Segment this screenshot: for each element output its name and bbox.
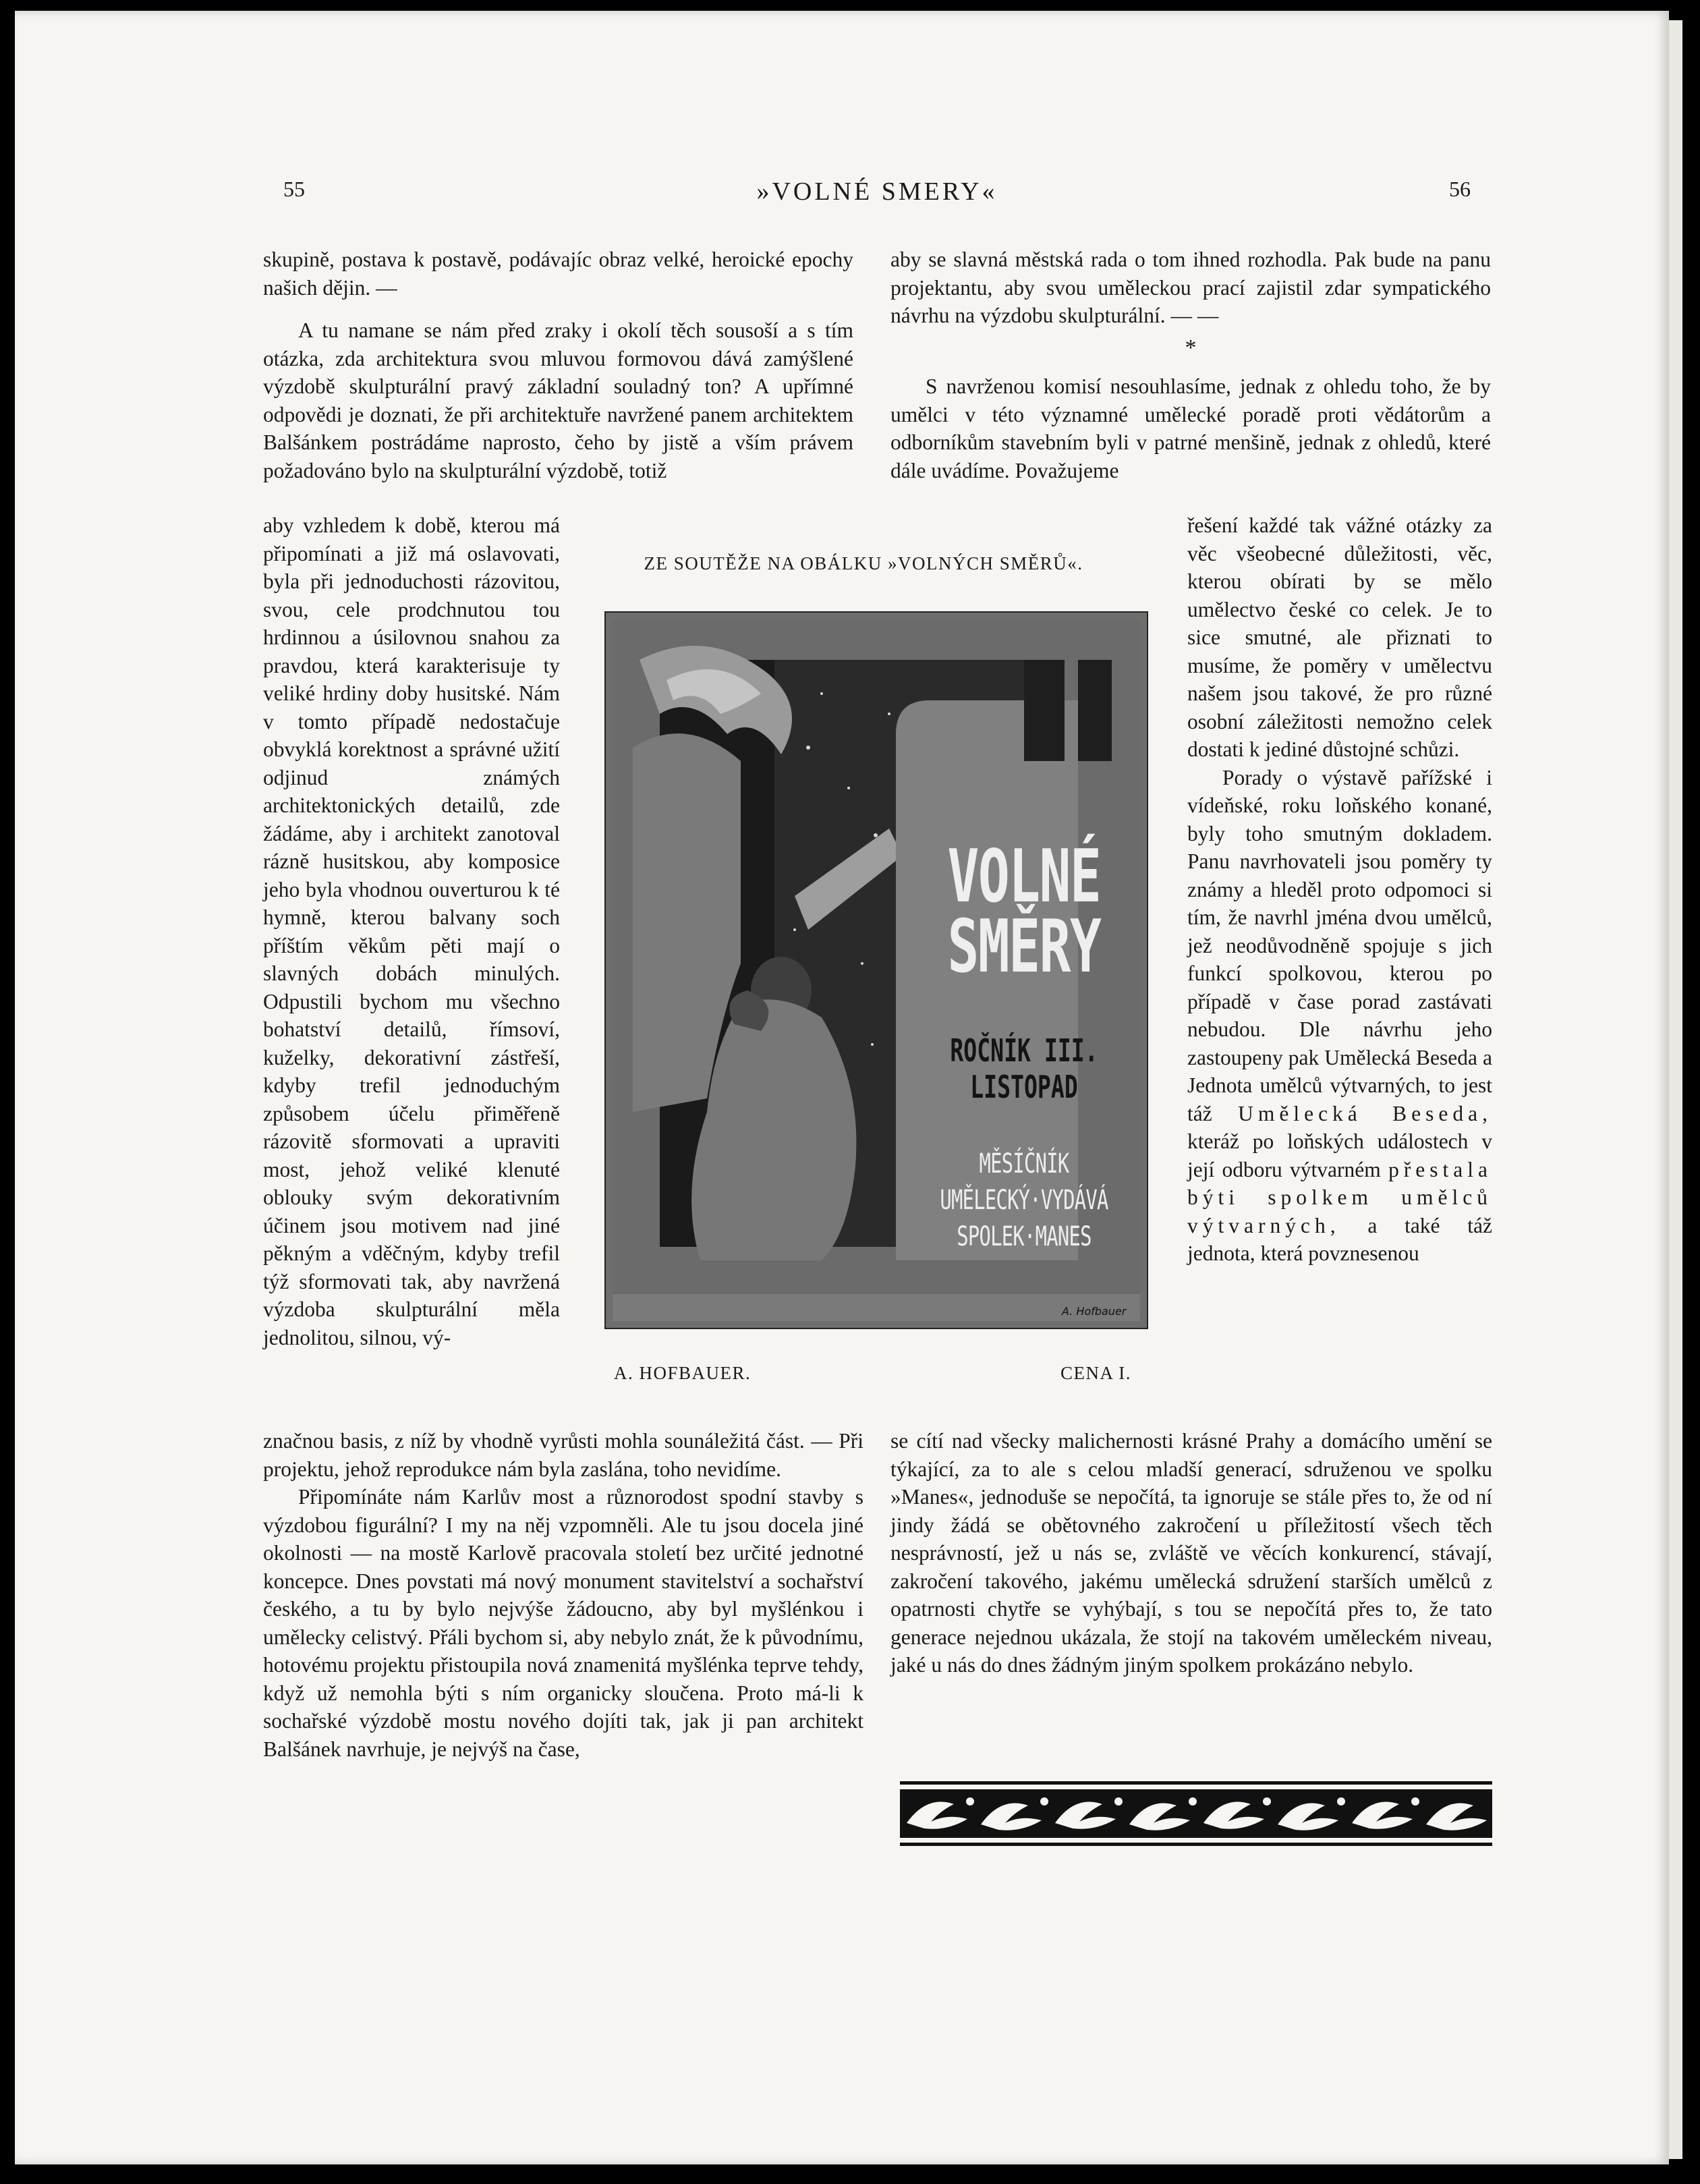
spaced-emphasis: přestala býti spolkem umělců výtvarných, <box>1187 1157 1493 1237</box>
running-header <box>283 177 1471 211</box>
section-separator: * <box>1185 335 1197 360</box>
cover-title-line: SMĚRY <box>947 905 1101 989</box>
right-column-bottom <box>890 1427 1492 1679</box>
paragraph: aby se slavná městská rada o tom ihned rozhodla. Pak bude na panu projektantu, aby svou uměleckou prací zajistil zdar sympatického návrhu na výzdobu skulpturální. — — <box>890 248 1491 327</box>
text-run: Porady o výstavě pařížské i vídeňské, roku loňského konané, byly toho smutným dokladem. Panu navrhovateli jsou poměry ty známy a hleděl proto odpomoci si tím, že navrhl jména dvou umělců, jež neodůvodněně spojuje s jich funkcí spolkovou, kterou po případě v čase porad zastávati nebudou. Dle návrhu jeho zastoupeny pak Umělecká Beseda a Jednota umělců výtvarných, to jest táž <box>1187 765 1492 1125</box>
right-column-narrow <box>1187 511 1492 1268</box>
cover-title <box>936 835 1111 989</box>
page-number-right: 56 <box>1449 177 1471 201</box>
decorative-ornament-band <box>900 1781 1492 1846</box>
paragraph: S navrženou komisí nesouhlasíme, jednak z ohledu toho, že by umělci v této významné umělecké poradě proti vědátorům a odborníkům stavebním byli v patrné menšině, jednak z ohledů, které dále uvádíme. Považujeme <box>890 374 1491 482</box>
paragraph: řešení každé tak vážné otázky za věc všeobecné důležitosti, věc, kterou obírati by se mělo umělectvo české co celek. Je to sice smutné, ale přiznati to musíme, že poměry v umělectvu našem jsou takové, že pro různé osobní záležitosti nemožno celek dostati k jediné důstojné schůzi. <box>1187 513 1492 761</box>
paragraph: Připomínáte nám Karlův most a různorodost spodní stavby s výzdobou figurální? I my na něj vzpomněli. Ale tu jsou docela jiné okolnosti — na mostě Karlově pracovala století bez určité jednotné koncepce. Dnes povstati má nový monument stavitelství a sochařství českého, a tu by bylo nejvýše žádoucno, aby byl myšlénkou i umělecky celistvý. Přáli bychom si, aby nebylo znát, že k původnímu, hotovému projektu přistoupila nová znamenitá myšlénka teprve tehdy, když už nemohla býti s ním organicky sloučena. Proto má-li k sochařské výzdobě mostu nového dojíti tak, jak ji pan architekt Balšánek navrhuje, je nejvýš na čase, <box>263 1485 863 1761</box>
left-column-bottom <box>263 1427 863 1763</box>
paragraph <box>1187 764 1492 1268</box>
text-run: a také táž jednota, která povznesenou <box>1187 1213 1492 1265</box>
cover-subtitle-line: UMĚLECKÝ·VYDÁVÁ <box>940 1185 1108 1216</box>
running-title: »VOLNÉ SMERY« <box>756 177 998 206</box>
spaced-emphasis: Umělecká Beseda, <box>1238 1101 1493 1125</box>
text-run: kteráž po loňských událostech v její odboru výtvarném <box>1187 1129 1492 1181</box>
left-column-top <box>263 246 853 484</box>
paragraph: aby vzhledem k době, kterou má připomínati a již má oslavovati, byla při jednoduchosti rázovitou, svou, cele prodchnutou tou hrdinnou a úsilovnou snahou za pravdou, která karakterisuje ty veliké hrdiny doby husitské. Nám v tomto případě nedostačuje obvyklá korektnost a správné užití odjinud známých architektonických detailů, zde žádáme, aby i architekt zanotoval rázně husitskou, aby komposice jeho byla vhodnou ouverturou k té hymně, kterou balvany soch příštím věkům pěti mají o slavných dobách minulých. Odpustili bychom mu všechno bohatství detailů, římsoví, kuželky, dekorativní zástřeší, kdyby trefil jednoduchým způsobem účelu přiměřeně rázovitě sformovati a upraviti most, jehož veliké klenuté oblouky svým dekorativním účinem jsou motivem nad jiné pěkným a vděčným, kdyby trefil týž sformovati tak, aby navržená výzdoba skulpturální měla jednolitou, silnou, vý- <box>263 513 560 1349</box>
figure-caption: ZE SOUTĚŽE NA OBÁLKU »VOLNÝCH SMĚRŮ«. <box>644 553 1083 573</box>
cover-title-line: VOLNÉ <box>947 835 1101 919</box>
cover-issue-line: LISTOPAD <box>970 1069 1078 1105</box>
cover-illustration <box>604 611 1148 1329</box>
paragraph: značnou basis, z níž by vhodně vyrůsti mohla sounáležitá část. — Při projektu, jehož reprodukce nám byla zaslána, toho nevidíme. <box>263 1429 863 1481</box>
left-column-narrow <box>263 511 560 1351</box>
cover-issue-line: ROČNÍK III. <box>950 1032 1098 1069</box>
figure-prize: CENA I. <box>1060 1363 1131 1383</box>
page-edge <box>1669 20 1682 2159</box>
paragraph: A tu namane se nám před zraky i okolí těch sousoší a s tím otázka, zda architektura svou mluvou formovou dává zamýšlené výzdobě skulpturální pravý základní souladný ton? A upřímné odpovědi je doznati, že při architektuře navržené panem architektem Balšánkem postrádáme naprosto, čeho by jistě a vším právem požadováno bylo na skulpturální výzdobě, totiž <box>263 318 853 482</box>
paragraph: skupině, postava k postavě, podávajíc obraz velké, heroické epochy našich dějin. — <box>263 248 853 300</box>
right-column-top <box>890 246 1491 484</box>
cover-subtitle-line: MĚSÍČNÍK <box>979 1148 1069 1179</box>
paragraph: se cítí nad všecky malichernosti krásné Prahy a domácího umění se týkající, za to ale s celou mladší generací, sdruženou ve spolku »Manes«, jednoduše se nepočítá, ta ignoruje se stále přes to, že od ní jindy žádá se obětovného zakročení u příležitostí všech těch nesprávností, jež u nás se, zvláště ve věcích konkurencí, stávají, zakročení takového, jakému umělecká sdružení starších umělců z opatrnosti chytře se vyhýbají, s tou se nepočítá přes to, že tato generace nejednou ukázala, že stojí na takovém uměleckém niveau, jaké u nás do dnes žádným jiným spolkem prokázáno nebylo. <box>890 1429 1492 1677</box>
cover-issue <box>936 1032 1111 1105</box>
figure-author: A. HOFBAUER. <box>614 1363 752 1383</box>
page-number-left: 55 <box>283 177 305 201</box>
cover-subtitle <box>936 1146 1111 1255</box>
cover-subtitle-line: SPOLEK·MANES <box>957 1221 1092 1252</box>
artist-signature: A. Hofbauer <box>1062 1305 1127 1318</box>
